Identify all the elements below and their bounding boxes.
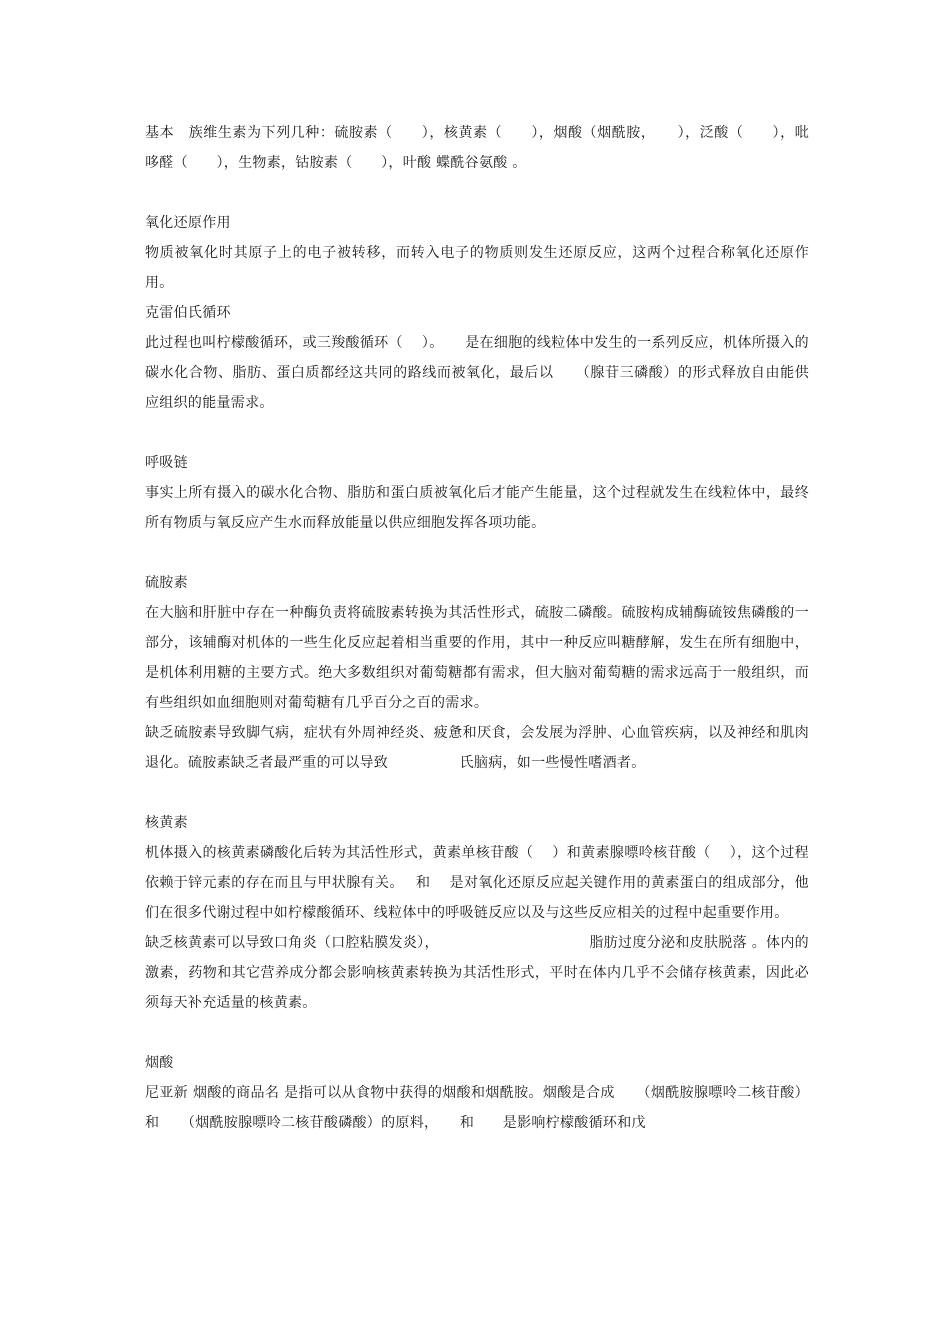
- section-paragraph-riboflavin-function: 机体摄入的核黄素磷酸化后转为其活性形式，黄素单核苷酸（ ）和黄素腺嘌呤核苷酸（ ），这个过程依赖于锌元素的存在而且与甲状腺有关。 和 是对氧化还原反应起关键作用的黄素蛋白的组成部分，他们在很多代谢过程中如柠檬酸循环、线粒体中的呼吸链反应以及与这些反应相关的过程中起重要作用。: [145, 845, 809, 921]
- spacer: [145, 178, 809, 208]
- spacer: [145, 778, 809, 808]
- spacer: [145, 538, 809, 568]
- section-paragraph-niacin: 尼亚新 烟酸的商品名 是指可以从食物中获得的烟酸和烟酰胺。烟酸是合成 （烟酰胺腺嘌呤二核苷酸）和 （烟酰胺腺嘌呤二核苷酸磷酸）的原料， 和 是影响柠檬酸循环和戊: [145, 1085, 809, 1131]
- section-paragraph-thiamine-function: 在大脑和肝脏中存在一种酶负责将硫胺素转换为其活性形式，硫胺二磷酸。硫胺构成辅酶硫铵焦磷酸的一部分，该辅酶对机体的一些生化反应起着相当重要的作用，其中一种反应叫糖酵解，发生在所有细胞中，是机体利用糖的主要方式。绝大多数组织对葡萄糖都有需求，但大脑对葡萄糖的需求远高于一般组织，而有些组织如血细胞则对葡萄糖有几乎百分之百的需求。: [145, 605, 809, 711]
- document-body: [145, 118, 809, 1138]
- section-paragraph-redox: 物质被氧化时其原子上的电子被转移，而转入电子的物质则发生还原反应，这两个过程合称氧化还原作用。: [145, 245, 809, 291]
- section-title-niacin: 烟酸: [145, 1055, 174, 1071]
- section-paragraph-respiratory-chain: 事实上所有摄入的碳水化合物、脂肪和蛋白质被氧化后才能产生能量，这个过程就发生在线粒体中，最终所有物质与氧反应产生水而释放能量以供应细胞发挥各项功能。: [145, 485, 809, 531]
- section-paragraph-thiamine-deficiency: 缺乏硫胺素导致脚气病，症状有外周神经炎、疲惫和厌食，会发展为浮肿、心血管疾病，以及神经和肌肉退化。硫胺素缺乏者最严重的可以导致 氏脑病，如一些慢性嗜酒者。: [145, 725, 809, 771]
- section-title-riboflavin: 核黄素: [145, 815, 188, 831]
- section-title-redox: 氧化还原作用: [145, 215, 231, 231]
- section-title-thiamine: 硫胺素: [145, 575, 188, 591]
- section-paragraph-krebs-cycle: 此过程也叫柠檬酸循环，或三羧酸循环（ ）。 是在细胞的线粒体中发生的一系列反应，机体所摄入的碳水化合物、脂肪、蛋白质都经这共同的路线而被氧化，最后以 （腺苷三磷酸）的形式释放自由能供应组织的能量需求。: [145, 335, 809, 411]
- section-title-respiratory-chain: 呼吸链: [145, 455, 188, 471]
- spacer: [145, 1018, 809, 1048]
- spacer: [145, 418, 809, 448]
- section-title-krebs-cycle: 克雷伯氏循环: [145, 305, 231, 321]
- intro-paragraph: 基本 族维生素为下列几种：硫胺素（ ），核黄素（ ），烟酸（烟酰胺， ），泛酸（ ），吡哆醛（ ），生物素，钴胺素（ ），叶酸 蝶酰谷氨酸 。: [145, 125, 809, 171]
- section-paragraph-riboflavin-deficiency: 缺乏核黄素可以导致口角炎（口腔粘膜发炎）， 脂肪过度分泌和皮肤脱落 。体内的激素，药物和其它营养成分都会影响核黄素转换为其活性形式，平时在体内几乎不会储存核黄素，因此必须每天补充适量的核黄素。: [145, 935, 809, 1011]
